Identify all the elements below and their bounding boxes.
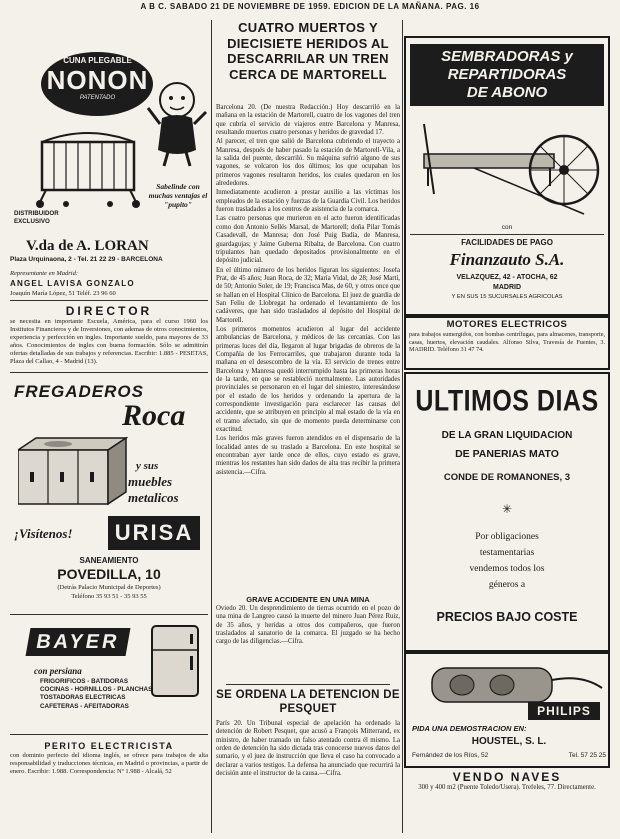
finanzauto-brand: Finanzauto S.A. [449,250,565,269]
nonon-slogan: Sabelinde con muchas ventajas el "pupito" [148,182,208,209]
bayer-appliances-ad [10,618,208,732]
ultimos-text3: vendemos todos los [469,564,545,574]
ultimos-prices: PRECIOS BAJO COSTE [436,610,578,624]
roca-line4: muebles [128,474,173,489]
ultimos-text2: testamentarias [479,548,535,558]
left-column [10,20,208,835]
nonon-address: Plaza Urquinaona, 2 - Tel. 21 22 29 - BARCELONA [10,256,163,263]
roca-place: SANEAMIENTO [79,556,139,565]
sembradoras-addr1: VELAZQUEZ, 42 - ATOCHA, 62 [456,274,558,281]
article1-paragraph: Barcelona 20. (De nuestra Redacción.) Hoy descarriló en la mañana en la estación de Martorell, cuatro de los vagones del tren que cubría el servicio de viajeros entre Barcelona y Manresa, resultando muertos cuatro personas y heridos de gravedad 17. [216,104,400,137]
article1-paragraph: Los heridos más graves fueron atendidos en el dispensario de la localidad antes de su traslado a Barcelona. En este hospital se encontraban ayer tarde once de ellos, cuyo estado es grave, mientras los restantes han sido dados de alta tras recibir la primera asistencia.—Cifra. [216,435,400,476]
seeder-machine-illustration [414,114,600,224]
article-mine-accident [216,592,400,682]
article3-body: París 20. Un Tribunal especial de apelación ha ordenado la detención de Robert Pesquet, que acusó a François Mitterrand, ex ministro, de haber tramado un falso atentado contra él mismo. La orden de detención ha sido dictada tras conocerse nuevos datos del sumario, y el juez de instrucción que lleva el caso ha convocado a declarar a varios testigos. La defensa ha anunciado que recurrirá la decisión ante el instructor de la causa.—Cifra. [216,720,400,778]
page-header: A B C. SABADO 21 DE NOVIEMBRE DE 1959. EDICION DE LA MAÑANA. PAG. 16 [140,2,480,11]
roca-line3: y sus [136,460,159,472]
nonon-distrib: DISTRIBUIDOR EXCLUSIVO [14,210,59,225]
director-ad [10,304,208,370]
article1-paragraph: Inmediatamente acudieron a prestar auxilio a las víctimas los empleados de la estación y fuerzas de la Guardia Civil. Los heridos fueron trasladados a los centros de asistencia de la comarca. [216,189,400,214]
motores-body: para trabajos sumergidos, con bombas centrífugas, para almacenes, transporte, casas, huertos, elevación caudales. Alfonso Silva, Travesía de Fuentes, 3. MADRID. Teléfono 31 47 74. [409,331,605,354]
roca-street: POVEDILLA, 10 [57,566,161,582]
ultimos-sub1: DE LA GRAN LIQUIDACION [441,430,573,441]
divider [10,300,208,301]
article1-body [216,104,400,586]
nonon-rep-name: ANGEL LAVISA GONZALO [10,279,135,288]
roca-note: (Detrás Palacio Municipal de Deportes) [57,584,161,591]
sembradoras-line2: REPARTIDORAS [447,66,567,83]
nonon-rep-addr: Joaquín María López, 51 Teléf. 23 96 60 [10,290,116,296]
article3-headline: SE ORDENA LA DETENCION DE PESQUET [216,689,400,715]
article2-headline: GRAVE ACCIDENTE EN UNA MINA [246,595,370,604]
ultimos-sub2: DE PANERIAS MATO [455,448,559,460]
sembradoras-line1: SEMBRADORAS y [441,48,573,65]
article1-paragraph: Al parecer, el tren que salió de Barcelona cubriendo el trayecto a Manresa, después de haber pasado la estación de Martorell-Vila, a la salida del puente, descarriló. Su máquina sufrió alguno de sus vagones, se volcaron los dos últimos; los que ocupaban los primeros vagones resultaron heridos, los cuales quedaron en los alrededores. [216,138,400,188]
director-body: se necesita en importante Escuela, América, para el curso 1960 los Institutos Financieros y de Inversiones, con ademas de otros conocimientos, experiencia y perfección en ingles. Importante sueldo, para mayores de 33 años. Conocimientos de ingles con buena formación. Sólo se admitirán ofertas detalladas de sus trabajos y referencias. Escribir: 1.885 - PESETAS, Plaza del Callao, 4 - Madrid (13). [10,318,208,365]
vendo-naves-ad [404,770,610,820]
divider [10,734,208,735]
philips-demo: PIDA UNA DEMOSTRACION EN: [412,724,527,733]
ultimos-star-icon: ✳ [501,502,513,516]
roca-brand: Roca [122,399,186,432]
vendo-title: VENDO NAVES [452,770,562,784]
crib-illustration [36,116,140,210]
perito-title: PERITO ELECTRICISTA [44,741,174,751]
article1-paragraph: Los primeros momentos acudieron al lugar del accidente ambulancias de Barcelona, y médicos de las cercanías. Con las primeras luces del día, llegaron al lugar brigadas de obreros de la Compañía de los Ferrocarriles, que trabajaron durante toda la mañana en el desescombro de la vía. El servicio de trenes entre Barcelona y Manresa quedó interrumpido hasta las primeras horas de la tarde, en que se restableció normalmente. Las autoridades provinciales se personaron en el lugar del siniestro, interesándose por el estado de los heridos y ordenando la apertura de la correspondiente investigación para esclarecer las causas del accidente, que se atribuyen en principio al mal estado de la vía en el tramo afectado, sin que de momento pueda determinarse con exactitud. [216,325,400,434]
nonon-rep-label: Representante en Madrid: [10,270,78,277]
perito-body: con dominio perfecto del idioma inglés, se ofrece para trabajos de alta responsabilidad y traducciones técnicas, en Madrid o provincias, a partir de enero. Escribir: 1.988. Correspondencia: Nº 1.988 - Alcalá, 52 [10,752,208,775]
article-pesquet [216,688,400,836]
director-title: DIRECTOR [65,304,153,318]
article2-body: Oviedo 20. Un desprendimiento de tierras ocurrido en el pozo de una mina de Langreo causó la muerte del minero Juan Pérez Ruiz, de 35 años, y heridas a otros dos compañeros, que fueron trasladados al sanatorio de la comarca. El juzgado se ha hecho cargo de las diligencias.—Cifra. [216,605,400,646]
article1-paragraph: En el último número de los heridos figuran los siguientes: Josefa Prat, de 45 años; Juan Roca, de 32; María Vidal, de 28; José Martí, de 50; Antonio Soler, de 19; Francisca Mas, de 60, y otros once que se hallan en el Hospital Clínico de Barcelona. El juez de guardia de San Feliu de Llobregat ha ordenado el levantamiento de los cadáveres, que han sido trasladados al depósito del Hospital de Martorell. [216,266,400,324]
roca-sinks-ad [10,378,208,612]
article-derailment [216,20,400,102]
divider [226,684,390,685]
right-column [404,20,610,835]
sembradoras-facilidades: FACILIDADES DE PAGO [461,238,553,247]
nonon-brand: NONON [46,65,149,95]
roca-line1: FREGADEROS [14,382,144,401]
vendo-body: 300 y 400 m2 (Puente Toledo/Usera). Trefeles, 77. Directamente. [418,784,596,791]
bayer-sub: con persiana [34,666,82,676]
motores-ad [404,316,610,370]
column-rule-right [402,20,403,833]
article1-paragraph: Las cuatro personas que murieron en el acto fueron identificadas como don Antonio Sellés Marsal, de Martorell; doña Pilar Tomás Casadevall, de Manresa; don José Puig Badía, de Manresa, guardagujas; y Jaime Guberna Ribalta, de Barcelona. Con cuatro tripulantes han quedado depositados provisionalmente en el depósito judicial. [216,215,400,265]
baby-illustration [146,78,208,168]
ultimos-text1: Por obligaciones [475,532,539,542]
philips-tel: Tel. 57 25 25 [568,752,606,759]
bayer-items: FRIGORIFICOS - BATIDORAS COCINAS - HORNILLOS - PLANCHAS TOSTADORAS ELECTRICAS CAFETERAS - AFEITADORAS [40,678,153,710]
nonon-company: V.da de A. LORAN [26,238,149,254]
nonon-patent: PATENTADO [79,95,116,101]
column-rule-left [211,20,212,833]
divider [10,372,208,373]
divider [10,614,208,615]
roca-visit: ¡Visítenos! [14,526,73,541]
ultimos-street: CONDE DE ROMANONES, 3 [443,472,571,483]
roca-phone: Teléfono 35 93 51 - 35 93 55 [71,593,147,600]
ultimos-title: ULTIMOS DIAS [415,384,599,418]
ultimos-dias-ad [404,372,610,652]
sembradoras-ad [404,36,610,316]
center-column [216,20,400,835]
nonon-banner: CUNA PLEGABLE [63,56,132,65]
nonon-crib-ad [10,34,208,296]
motores-title: MOTORES ELECTRICOS [446,319,568,330]
ultimos-text4: géneros a [488,580,526,590]
sink-cabinet-illustration [18,436,128,506]
sembradoras-line3: DE ABONO [466,84,548,101]
perito-ad [10,740,208,832]
sembradoras-maker: con [501,224,513,231]
philips-company: HOUSTEL, S. L. [471,736,547,747]
divider [410,234,604,235]
philips-addr: Fernández de los Ríos, 52 [412,752,489,759]
philips-logo: PHILIPS [528,702,600,720]
roca-line5: metalicos [128,490,179,505]
urisa-logo: URISA [108,516,200,550]
article1-headline: CUATRO MUERTOS Y DIECISIETE HERIDOS AL DESCARRILAR UN TREN CERCA DE MARTORELL [227,20,389,82]
philips-ad [404,652,610,768]
bayer-logo: BAYER [26,628,131,656]
sembradoras-addr3: Y EN SUS 15 SUCURSALES AGRICOLAS [451,294,563,300]
sembradoras-addr2: MADRID [493,284,521,291]
